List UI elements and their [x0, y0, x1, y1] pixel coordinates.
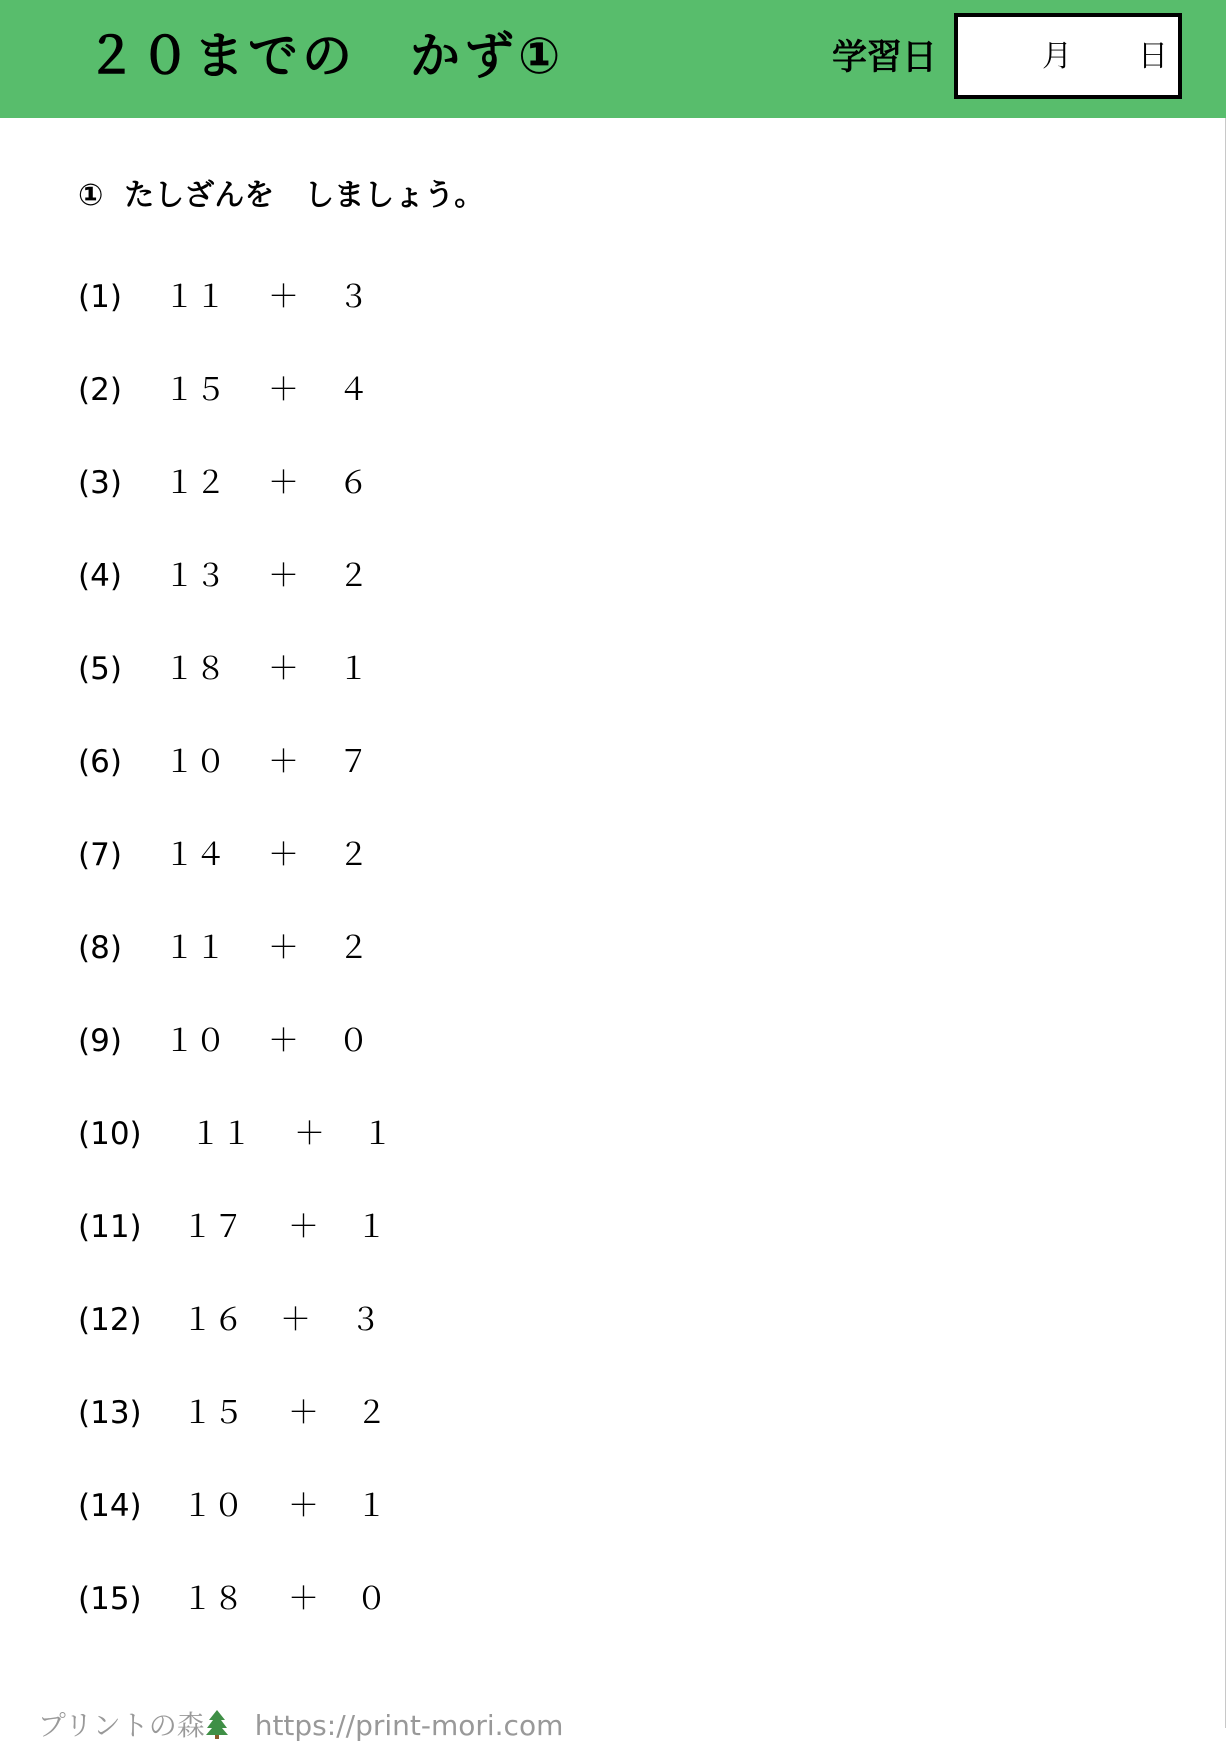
- problem-augend: １１: [190, 1116, 252, 1152]
- footer: [20, 1672, 563, 1744]
- problem-number: (2): [78, 372, 122, 408]
- date-month-label: 月: [1042, 39, 1072, 74]
- problem-addend: ０: [356, 1581, 387, 1617]
- problem-augend: １６: [182, 1302, 244, 1338]
- plus-operator: ＋: [268, 279, 299, 315]
- problem-addend: １: [338, 651, 369, 687]
- problem-augend: １０: [182, 1488, 244, 1524]
- problem-number: (9): [78, 1023, 122, 1059]
- plus-operator: ＋: [268, 837, 299, 873]
- plus-operator: ＋: [268, 651, 299, 687]
- date-field[interactable]: [954, 13, 1182, 99]
- problem-addend: ３: [338, 279, 369, 315]
- problem-number: (5): [78, 651, 122, 687]
- problem-number: (13): [78, 1395, 142, 1431]
- plus-operator: ＋: [268, 744, 299, 780]
- problem-augend: １１: [164, 930, 226, 966]
- problem-number: (1): [78, 279, 122, 315]
- tree-icon: [205, 1709, 229, 1739]
- problem-addend: ６: [338, 465, 369, 501]
- problem-addend: ２: [338, 930, 369, 966]
- problem-augend: １５: [164, 372, 226, 408]
- plus-operator: ＋: [268, 930, 299, 966]
- problem-augend: １２: [164, 465, 226, 501]
- problem-addend: ２: [338, 558, 369, 594]
- plus-operator: ＋: [280, 1302, 311, 1338]
- problem-augend: １１: [164, 279, 226, 315]
- plus-operator: ＋: [288, 1209, 319, 1245]
- page-title: ２０までの かず①: [86, 27, 565, 85]
- plus-operator: ＋: [268, 465, 299, 501]
- plus-operator: ＋: [268, 558, 299, 594]
- problem-number: (3): [78, 465, 122, 501]
- problem-addend: １: [356, 1488, 387, 1524]
- problem-addend: １: [356, 1209, 387, 1245]
- plus-operator: ＋: [294, 1116, 325, 1152]
- problem-addend: ０: [338, 1023, 369, 1059]
- problem-addend: ７: [338, 744, 369, 780]
- footer-url[interactable]: https://print-mori.com: [254, 1709, 564, 1742]
- problem-augend: １５: [182, 1395, 244, 1431]
- plus-operator: ＋: [268, 372, 299, 408]
- problem-addend: ４: [338, 372, 369, 408]
- plus-operator: ＋: [288, 1488, 319, 1524]
- problem-number: (4): [78, 558, 122, 594]
- problem-augend: １３: [164, 558, 226, 594]
- problem-augend: １０: [164, 744, 226, 780]
- plus-operator: ＋: [288, 1581, 319, 1617]
- problem-number: (11): [78, 1209, 142, 1245]
- problem-augend: １８: [182, 1581, 244, 1617]
- problem-augend: １８: [164, 651, 226, 687]
- problem-addend: ３: [350, 1302, 381, 1338]
- problem-number: (15): [78, 1581, 142, 1617]
- problem-addend: １: [362, 1116, 393, 1152]
- instruction-text: ① たしざんを しましょう。: [78, 178, 485, 213]
- date-day-label: 日: [1138, 39, 1168, 74]
- problem-addend: ２: [338, 837, 369, 873]
- problem-number: (8): [78, 930, 122, 966]
- problem-number: (10): [78, 1116, 142, 1152]
- problem-addend: ２: [356, 1395, 387, 1431]
- problem-augend: １７: [182, 1209, 244, 1245]
- problem-augend: １４: [164, 837, 226, 873]
- problem-number: (12): [78, 1302, 142, 1338]
- problem-number: (14): [78, 1488, 142, 1524]
- plus-operator: ＋: [268, 1023, 299, 1059]
- worksheet-header: [0, 0, 1226, 118]
- footer-site-name: プリントの森: [37, 1709, 205, 1742]
- problem-number: (6): [78, 744, 122, 780]
- plus-operator: ＋: [288, 1395, 319, 1431]
- problem-number: (7): [78, 837, 122, 873]
- problem-augend: １０: [164, 1023, 226, 1059]
- date-label: 学習日: [832, 38, 938, 78]
